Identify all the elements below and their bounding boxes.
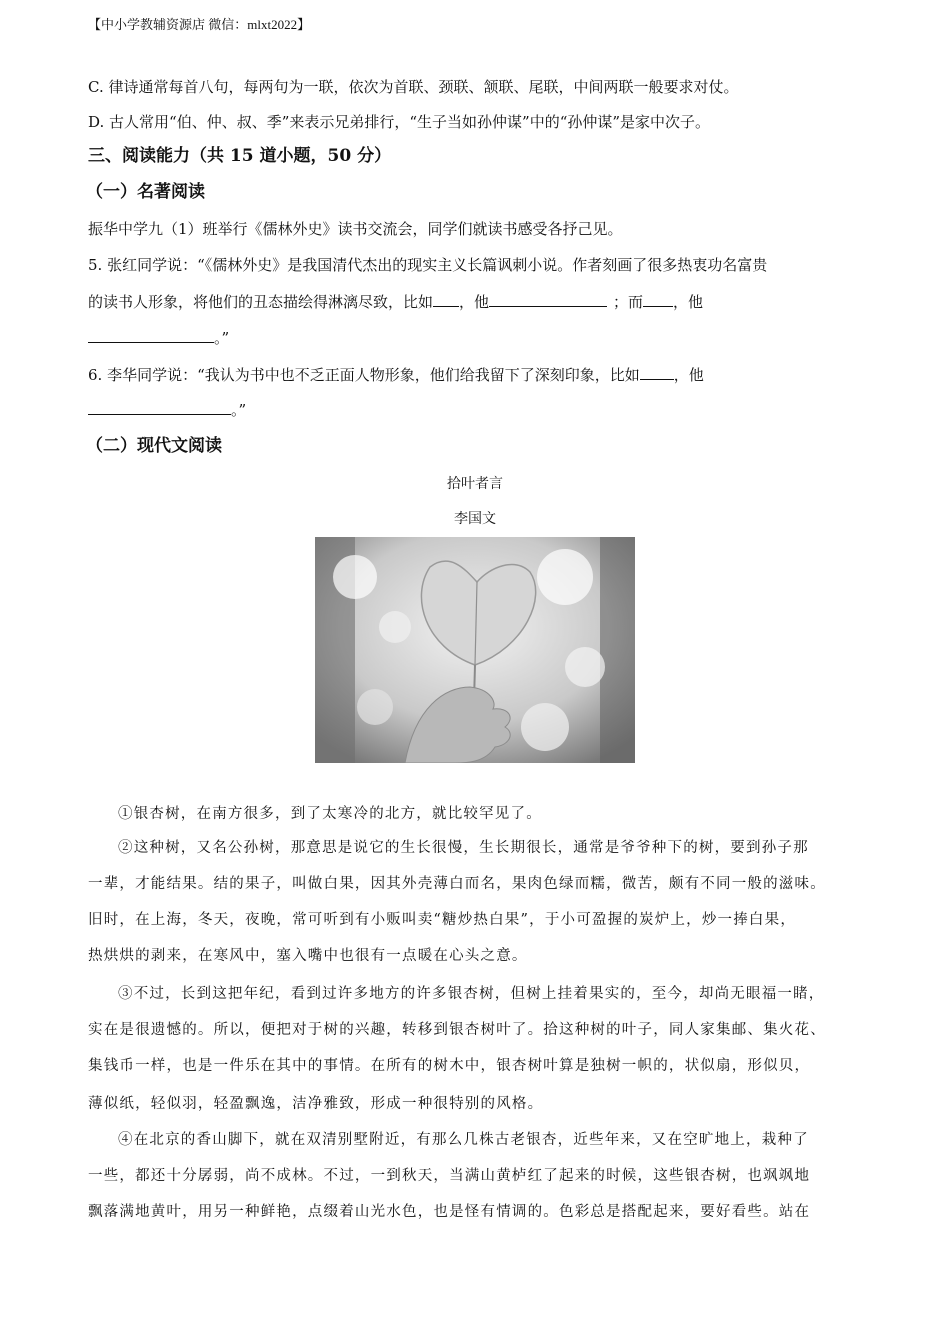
q5-blank-3[interactable]	[643, 291, 673, 307]
paragraph-2-line: 旧时，在上海，冬天，夜晚，常可听到有小贩叫卖“糖炒热白果”，于小可盈握的炭炉上，炒一捧白果，	[88, 912, 797, 928]
option-c: C. 律诗通常每首八句，每两句为一联，依次为首联、颈联、颔联、尾联，中间两联一般要求对仗。	[88, 78, 739, 96]
q5-blank-1[interactable]	[433, 291, 459, 307]
article-author: 李国文	[454, 511, 496, 527]
q6-text-b: ，他	[673, 366, 704, 384]
q6-line2	[88, 399, 246, 420]
section-heading: 三、阅读能力（共 15 道小题，50 分）	[88, 146, 392, 166]
q5-text-b: ，他	[459, 293, 490, 311]
q5-text-d: ，他	[673, 293, 704, 311]
q5-line1: 5. 张红同学说：“《儒林外史》是我国清代杰出的现实主义长篇讽刺小说。作者刻画了很多热衷功名富贵	[88, 256, 768, 274]
paragraph-1-line: ①银杏树，在南方很多，到了太寒冷的北方，就比较罕见了。	[118, 806, 542, 822]
q6-line1	[88, 364, 704, 385]
paragraph-2-line: 热烘烘的剥来，在寒风中，塞入嘴中也很有一点暖在心头之意。	[88, 948, 528, 964]
q5-line2	[88, 291, 703, 312]
paragraph-2-line: ②这种树，又名公孙树，那意思是说它的生长很慢，生长期很长，通常是爷爷种下的树，要到孙子那	[118, 840, 809, 856]
q6-blank-2[interactable]	[88, 399, 231, 415]
paragraph-4-line: ④在北京的香山脚下，就在双清别墅附近，有那么几株古老银杏，近些年来，又在空旷地上，栽种了	[118, 1132, 809, 1148]
q6-text-a: 6. 李华同学说：“我认为书中也不乏正面人物形象，他们给我留下了深刻印象，比如	[88, 366, 640, 384]
ginkgo-leaf-photo	[315, 537, 635, 763]
article-title: 拾叶者言	[447, 476, 503, 492]
paragraph-3-line: 薄似纸，轻似羽，轻盈飘逸，洁净雅致，形成一种很特别的风格。	[88, 1096, 544, 1112]
q6-end: 。”	[231, 401, 247, 419]
paragraph-4-line: 一些，都还十分孱弱，尚不成林。不过，一到秋天，当满山黄栌红了起来的时候，这些银杏树，也飒飒地	[88, 1168, 811, 1184]
paragraph-3-line: 实在是很遗憾的。所以，便把对于树的兴趣，转移到银杏树叶了。拾这种树的叶子，同人家集邮、集火花、	[88, 1022, 826, 1038]
part2-heading: （二）现代文阅读	[86, 436, 222, 456]
part1-heading: （一）名著阅读	[86, 182, 205, 202]
q5-text-c: ；而	[613, 293, 644, 311]
paragraph-2-line: 一辈，才能结果。结的果子，叫做白果，因其外壳薄白而名，果肉色绿而糯，微苦，颇有不同一般的滋味。	[88, 876, 826, 892]
paragraph-4-line: 飘落满地黄叶，用另一种鲜艳，点缀着山光水色，也是怪有情调的。色彩总是搭配起来，要好看些。站在	[88, 1204, 811, 1220]
q5-blank-4[interactable]	[88, 327, 214, 343]
part1-intro: 振华中学九（1）班举行《儒林外史》读书交流会，同学们就读书感受各抒己见。	[88, 220, 623, 238]
q5-line3	[88, 327, 229, 348]
header-watermark: 【中小学教辅资源店 微信：mlxt2022】	[88, 17, 311, 32]
paragraph-3-line: ③不过，长到这把年纪，看到过许多地方的许多银杏树，但树上挂着果实的，至今，却尚无眼福一睹，	[118, 986, 825, 1002]
option-d: D. 古人常用“伯、仲、叔、季”来表示兄弟排行，“生子当如孙仲谋”中的“孙仲谋”是家中次子。	[88, 113, 711, 131]
q5-end: 。”	[214, 329, 230, 347]
q6-blank-1[interactable]	[640, 364, 674, 380]
paragraph-3-line: 集钱币一样，也是一件乐在其中的事情。在所有的树木中，银杏树叶算是独树一帜的，状似扇，形似贝，	[88, 1058, 811, 1074]
ginkgo-leaf-illustration	[315, 537, 635, 763]
q5-blank-2[interactable]	[489, 291, 607, 307]
q5-text-a: 的读书人形象，将他们的丑态描绘得淋漓尽致，比如	[88, 293, 434, 311]
